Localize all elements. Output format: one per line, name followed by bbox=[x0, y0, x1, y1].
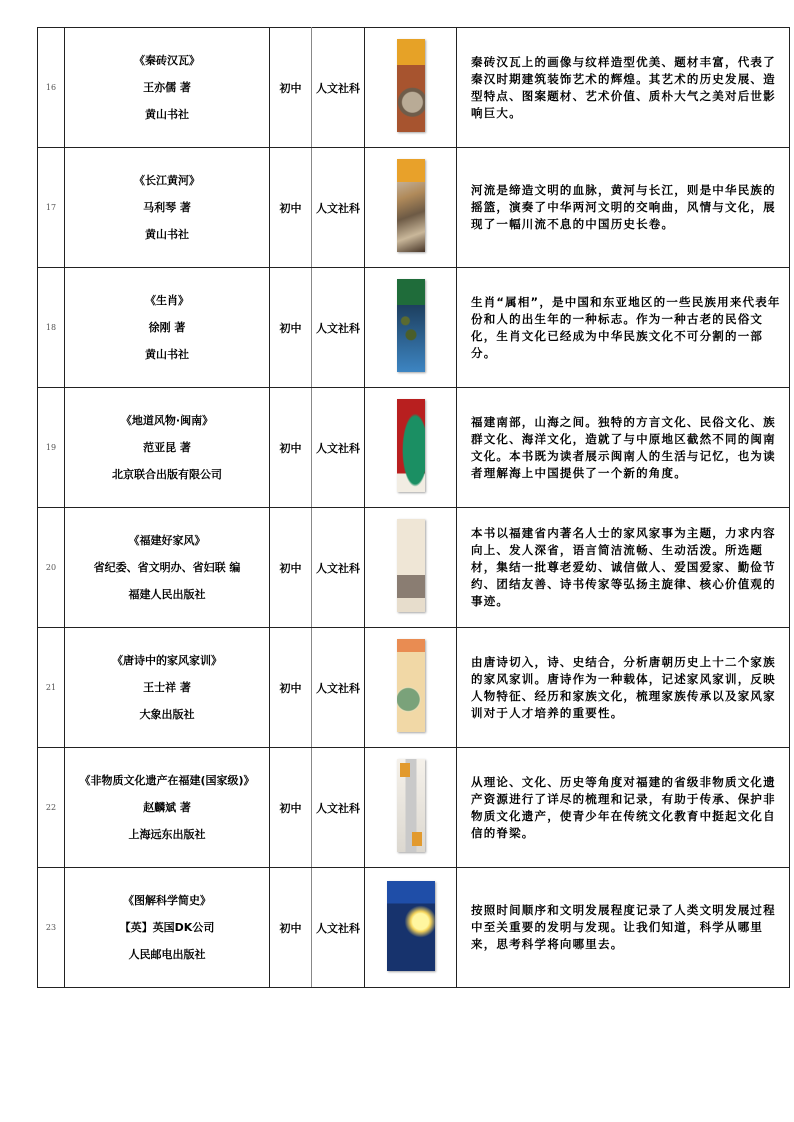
book-title: 《唐诗中的家风家训》 bbox=[112, 654, 222, 667]
row-number: 21 bbox=[38, 628, 65, 748]
book-publisher: 黄山书社 bbox=[145, 228, 189, 241]
table-row bbox=[38, 28, 790, 148]
book-cover-cell bbox=[365, 628, 457, 748]
book-cover-image bbox=[397, 279, 425, 372]
grade-level: 初中 bbox=[270, 268, 312, 388]
book-cover-cell bbox=[365, 148, 457, 268]
book-author: 王亦儒 著 bbox=[143, 81, 191, 94]
book-publisher: 上海远东出版社 bbox=[128, 828, 206, 841]
book-info bbox=[65, 868, 270, 988]
book-category: 人文社科 bbox=[312, 748, 365, 868]
book-title: 《福建好家风》 bbox=[128, 534, 206, 547]
book-publisher: 北京联合出版有限公司 bbox=[112, 468, 222, 481]
grade-level: 初中 bbox=[270, 388, 312, 508]
book-cover-image bbox=[387, 881, 435, 971]
book-info bbox=[65, 28, 270, 148]
row-number: 16 bbox=[38, 28, 65, 148]
row-number: 17 bbox=[38, 148, 65, 268]
table-row bbox=[38, 508, 790, 628]
book-title: 《非物质文化遗产在福建(国家级)》 bbox=[79, 774, 255, 787]
book-info bbox=[65, 148, 270, 268]
book-cover-image bbox=[397, 759, 425, 852]
book-cover-cell bbox=[365, 388, 457, 508]
table-row bbox=[38, 748, 790, 868]
book-cover-cell bbox=[365, 748, 457, 868]
grade-level: 初中 bbox=[270, 28, 312, 148]
book-title: 《图解科学简史》 bbox=[123, 894, 211, 907]
book-title: 《秦砖汉瓦》 bbox=[134, 54, 200, 67]
book-cover-cell bbox=[365, 868, 457, 988]
book-info bbox=[65, 388, 270, 508]
book-publisher: 福建人民出版社 bbox=[128, 588, 206, 601]
table-row bbox=[38, 868, 790, 988]
table-row bbox=[38, 628, 790, 748]
book-publisher: 人民邮电出版社 bbox=[128, 948, 206, 961]
book-author: 赵麟斌 著 bbox=[143, 801, 191, 814]
book-list-table bbox=[37, 27, 790, 988]
book-category: 人文社科 bbox=[312, 148, 365, 268]
book-category: 人文社科 bbox=[312, 268, 365, 388]
row-number: 20 bbox=[38, 508, 65, 628]
book-author: 马利琴 著 bbox=[143, 201, 191, 214]
book-title: 《生肖》 bbox=[145, 294, 189, 307]
book-description: 生肖“属相”，是中国和东亚地区的一些民族用来代表年份和人的出生年的一种标志。作为一种古老的民俗文化，生肖文化已经成为中华民族文化不可分割的一部分。 bbox=[457, 268, 790, 388]
grade-level: 初中 bbox=[270, 508, 312, 628]
book-info bbox=[65, 268, 270, 388]
row-number: 22 bbox=[38, 748, 65, 868]
book-info bbox=[65, 748, 270, 868]
book-description: 由唐诗切入，诗、史结合，分析唐朝历史上十二个家族的家风家训。唐诗作为一种载体，记述家风家训，反映人物特征、经历和家族文化，梳理家族传承以及家风家训对于人才培养的重要性。 bbox=[457, 628, 790, 748]
book-category: 人文社科 bbox=[312, 508, 365, 628]
grade-level: 初中 bbox=[270, 628, 312, 748]
book-author: 范亚昆 著 bbox=[143, 441, 191, 454]
book-author: 徐刚 著 bbox=[148, 321, 186, 334]
table-row bbox=[38, 388, 790, 508]
book-author: 王士祥 著 bbox=[143, 681, 191, 694]
row-number: 19 bbox=[38, 388, 65, 508]
grade-level: 初中 bbox=[270, 748, 312, 868]
book-description: 河流是缔造文明的血脉，黄河与长江，则是中华民族的摇篮，演奏了中华两河文明的交响曲，风情与文化，展现了一幅川流不息的中国历史长卷。 bbox=[457, 148, 790, 268]
book-cover-image bbox=[397, 39, 425, 132]
book-category: 人文社科 bbox=[312, 628, 365, 748]
row-number: 18 bbox=[38, 268, 65, 388]
table-row bbox=[38, 268, 790, 388]
book-publisher: 黄山书社 bbox=[145, 348, 189, 361]
book-description: 福建南部，山海之间。独特的方言文化、民俗文化、族群文化、海洋文化，造就了与中原地区截然不同的闽南文化。本书既为读者展示闽南人的生活与记忆，也为读者理解海上中国提供了一个新的角度。 bbox=[457, 388, 790, 508]
book-title: 《长江黄河》 bbox=[134, 174, 200, 187]
book-publisher: 黄山书社 bbox=[145, 108, 189, 121]
book-category: 人文社科 bbox=[312, 28, 365, 148]
book-author: 【英】英国DK公司 bbox=[119, 921, 215, 934]
book-description: 按照时间顺序和文明发展程度记录了人类文明发展过程中至关重要的发明与发现。让我们知道，科学从哪里来，思考科学将向哪里去。 bbox=[457, 868, 790, 988]
book-category: 人文社科 bbox=[312, 388, 365, 508]
book-cover-image bbox=[397, 159, 425, 252]
row-number: 23 bbox=[38, 868, 65, 988]
book-publisher: 大象出版社 bbox=[139, 708, 195, 721]
book-cover-cell bbox=[365, 508, 457, 628]
book-cover-cell bbox=[365, 268, 457, 388]
book-info bbox=[65, 628, 270, 748]
book-description: 本书以福建省内著名人士的家风家事为主题，力求内容向上、发人深省，语言简洁流畅、生动活泼。所选题材，集结一批尊老爱幼、诚信做人、爱国爱家、勤俭节约、团结友善、诗书传家等弘扬主旋律、核心价值观的事迹。 bbox=[457, 508, 790, 628]
book-author: 省纪委、省文明办、省妇联 编 bbox=[93, 561, 241, 574]
book-description: 秦砖汉瓦上的画像与纹样造型优美、题材丰富，代表了秦汉时期建筑装饰艺术的辉煌。其艺术的历史发展、造型特点、图案题材、艺术价值、质朴大气之美对后世影响巨大。 bbox=[457, 28, 790, 148]
book-cover-image bbox=[397, 519, 425, 612]
book-category: 人文社科 bbox=[312, 868, 365, 988]
grade-level: 初中 bbox=[270, 868, 312, 988]
book-description: 从理论、文化、历史等角度对福建的省级非物质文化遗产资源进行了详尽的梳理和记录，有助于传承、保护非物质文化遗产，使青少年在传统文化教育中挺起文化自信的脊梁。 bbox=[457, 748, 790, 868]
book-cover-image bbox=[397, 399, 425, 492]
book-title: 《地道风物·闽南》 bbox=[120, 414, 214, 427]
table-row bbox=[38, 148, 790, 268]
book-cover-image bbox=[397, 639, 425, 732]
book-info bbox=[65, 508, 270, 628]
book-cover-cell bbox=[365, 28, 457, 148]
grade-level: 初中 bbox=[270, 148, 312, 268]
